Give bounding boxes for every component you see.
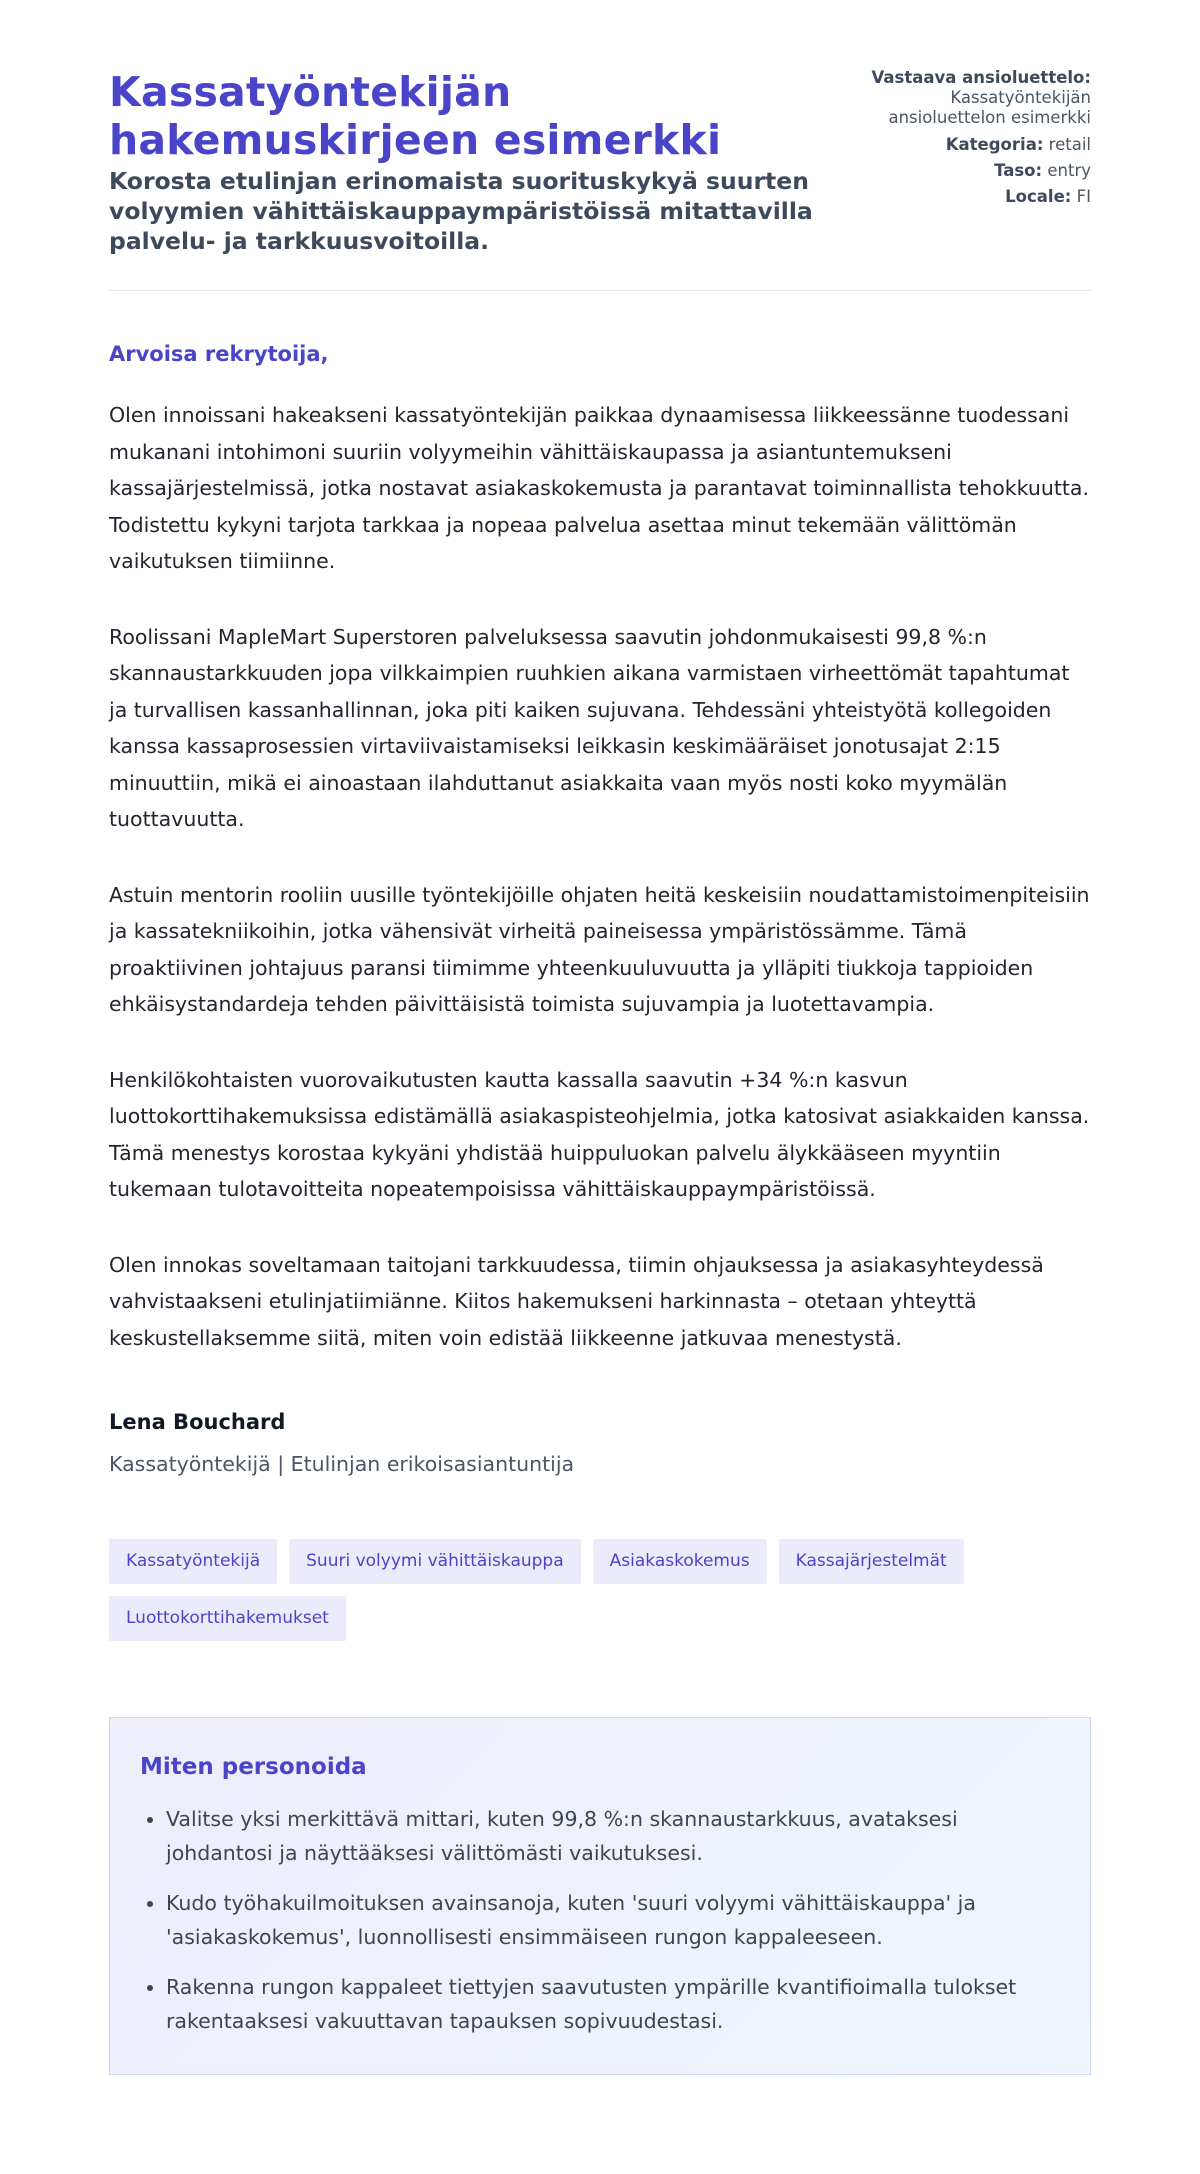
header-divider (109, 290, 1091, 291)
meta-locale-value: FI (1076, 187, 1091, 206)
header-titles (109, 68, 863, 256)
tag-list (109, 1539, 1089, 1641)
personalization-tips-box (109, 1717, 1091, 2075)
signature-block (109, 1409, 1091, 1477)
tag-chip[interactable]: Luottokorttihakemukset (109, 1596, 346, 1641)
letter-paragraph: Olen innoissani hakeakseni kassatyöntekijän paikkaa dynaamisessa liikkeessänne tuodessani mukanani intohimoni suuriin volyymeihin vähittäiskaupassa ja asiantuntemukseni kassajärjestelmissä, jotka nostavat asiakaskokemusta ja parantavat toiminnallista tehokkuutta. Todistettu kykyni tarjota tarkkaa ja nopeaa palvelua asettaa minut tekemään välittömän vaikutuksen tiimiinne. (109, 403, 1090, 573)
tag-chip[interactable]: Kassajärjestelmät (779, 1539, 964, 1584)
meta-locale (863, 187, 1091, 207)
meta-level (863, 161, 1091, 181)
letter-body (109, 397, 1091, 1356)
meta-category-label: Kategoria: (945, 135, 1044, 154)
tip-item: • Rakenna rungon kappaleet tiettyjen saavutusten ympärille kvantifioimalla tulokset rakentaaksesi vakuuttavan tapauksen sopivuudestasi. (166, 1970, 1060, 2038)
meta-resume-label: Vastaava ansioluettelo: (871, 68, 1091, 87)
tips-title: Miten personoida (140, 1754, 367, 1780)
tips-list (140, 1802, 1060, 2038)
letter-greeting: Arvoisa rekrytoija, (109, 342, 329, 366)
letter-paragraph: Olen innokas soveltamaan taitojani tarkkuudessa, tiimin ohjauksessa ja asiakasyhteydessä vahvistaakseni etulinjatiimiänne. Kiitos hakemukseni harkinnasta – otetaan yhteyttä keskustellaksemme siitä, miten voin edistää liikkeenne jatkuvaa menestystä. (109, 1252, 1044, 1350)
tip-item: • Kudo työhakuilmoituksen avainsanoja, kuten 'suuri volyymi vähittäiskauppa' ja 'asiakaskokemus', luonnollisesti ensimmäiseen rungon kappaleeseen. (166, 1886, 1060, 1954)
meta-locale-label: Locale: (1005, 187, 1072, 206)
meta-category-value: retail (1048, 135, 1091, 154)
letter-paragraph: Astuin mentorin rooliin uusille työntekijöille ohjaten heitä keskeisiin noudattamistoimenpiteisiin ja kassatekniikoihin, jotka vähensivät virheitä paineisessa ympäristössämme. Tämä proaktiivinen johtajuus paransi tiimimme yhteenkuuluvuutta ja ylläpiti tiukkoja tappioiden ehkäisystandardeja tehden päivittäisistä toimista sujuvampia ja luotettavampia. (109, 882, 1090, 1016)
tag-chip[interactable]: Kassatyöntekijä (109, 1539, 277, 1584)
tag-chip[interactable]: Asiakaskokemus (593, 1539, 767, 1584)
meta-level-label: Taso: (994, 161, 1043, 180)
meta-category (863, 135, 1091, 155)
page-title: Kassatyöntekijän hakemuskirjeen esimerkki (109, 68, 722, 164)
signature-name: Lena Bouchard (109, 1410, 286, 1434)
page-subtitle: Korosta etulinjan erinomaista suorituskykyä suurten volyymien vähittäiskauppaympäristöissä mitattavilla palvelu- ja tarkkuusvoitoilla. (109, 167, 813, 255)
letter-paragraph: Henkilökohtaisten vuorovaikutusten kautta kassalla saavutin +34 %:n kasvun luottokorttihakemuksissa edistämällä asiakaspisteohjelmia, jotka katosivat asiakkaiden kanssa. Tämä menestys korostaa kykyäni yhdistää huippuluokan palvelu älykkääseen myyntiin tukemaan tulotavoitteita nopeatempoisissa vähittäiskauppaympäristöissä. (109, 1067, 1090, 1201)
meta-panel (863, 68, 1091, 256)
tip-item: • Valitse yksi merkittävä mittari, kuten 99,8 %:n skannaustarkkuus, avataksesi johdantosi ja näyttääksesi välittömästi vaikutuksesi. (166, 1802, 1060, 1870)
meta-resume (863, 68, 1091, 128)
meta-level-value: entry (1047, 161, 1091, 180)
signature-role: Kassatyöntekijä | Etulinjan erikoisasiantuntija (109, 1452, 575, 1476)
meta-resume-link[interactable]: Kassatyöntekijän ansioluettelon esimerkki (888, 88, 1091, 127)
page-header (109, 0, 1091, 256)
letter-paragraph: Roolissani MapleMart Superstoren palveluksessa saavutin johdonmukaisesti 99,8 %:n skannaustarkkuuden jopa vilkkaimpien ruuhkien aikana varmistaen virheettömät tapahtumat ja turvallisen kassanhallinnan, joka piti kaiken sujuvana. Tehdessäni yhteistyötä kollegoiden kanssa kassaprosessien virtaviivaistamiseksi leikkasin keskimääräiset jonotusajat 2:15 minuuttiin, mikä ei ainoastaan ilahduttanut asiakkaita vaan myös nosti koko myymälän tuottavuutta. (109, 624, 1070, 831)
tag-chip[interactable]: Suuri volyymi vähittäiskauppa (289, 1539, 581, 1584)
